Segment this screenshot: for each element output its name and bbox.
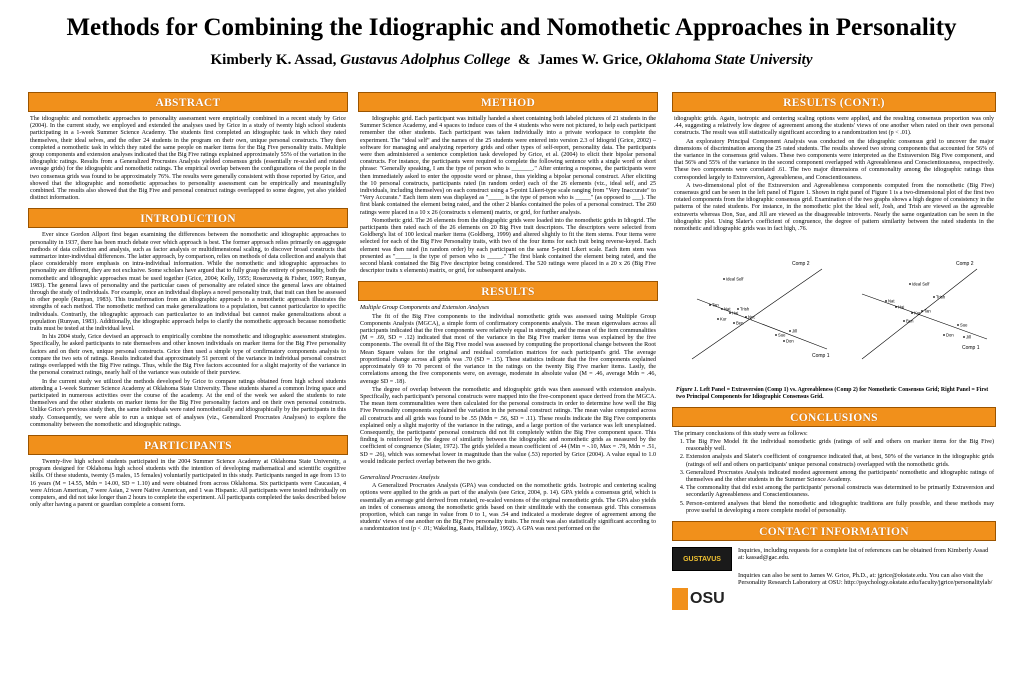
- right-point-label: Kur: [914, 310, 921, 316]
- left-point-label: Ben: [736, 320, 744, 326]
- column-left: [28, 92, 348, 515]
- left-comp2-label: Comp 2: [792, 261, 810, 268]
- list-item: 3. Generalized Procrustes Analysis indicated modest agreement among the participants' nomothetic and idiographic ratings of themselves and the other students in the Summer Science Academy.: [686, 470, 994, 484]
- results-cont-header: RESULTS (CONT.): [672, 92, 996, 112]
- right-point: [933, 296, 935, 298]
- institution-1: Gustavus Adolphus College: [340, 52, 511, 68]
- intro-paragraph: In his 2004 study, Grice devised an approach to empirically combine the nomothetic and idiographic assessment strategies. Specifically, he asked participants to rate themselves and other known individuals on marker items for the Big Five personality factors and on their own, unique personal constructs. Grice then used a simple type of confirmatory components analysis to compare the two sets of ratings. Results indicated that approximately 51 percent of the variance in individual personal construct ratings overlapped with the Big Five ratings. Thus, while the Big Five factors accounted for a slight majority of the variance in the personal construct ratings, nearly half of the variance was outside of their purview.: [30, 334, 346, 377]
- right-point: [957, 324, 959, 326]
- left-point: [733, 322, 735, 324]
- contact-header: CONTACT INFORMATION: [672, 521, 996, 541]
- left-point-label: Don: [786, 338, 794, 344]
- contact-paragraph: Inquiries, including requests for a complete list of references can be obtained from Kimberly Assad at: kassad@gac.edu.: [738, 547, 989, 562]
- left-point: [721, 308, 723, 310]
- left-point-label: Trish: [740, 306, 750, 312]
- logos: [672, 547, 732, 613]
- intro-paragraph: Ever since Gordon Allport first began examining the differences between the nomothetic and idiographic approaches to personality in 1937, there has been much debate over which approach is best. The former approach relies primarily on aggregate methods of data collection and analysis, such as factor analysis or multidimensional scaling, to discover broad constructs that summarize inter-individual differences. The latter approach, by comparison, relies on methods of data collection and analysis that place considerably more emphasis on intra-individual information. While the nomothetic and idiographic approaches to personality are different, they are not exclusive. Some scholars have argued that to fully grasp the entirety of personality, both the nomothetic and idiographic approaches must be used together (Grice, 2004; Kelly, 1955; Rosenzweig & Fisher, 1997; Runyan, 1983). The general laws of personality and the particular cases of personality are related since the general laws are obtained through the study of individuals. For example, once an individual displays a novel personality trait, that trait can then be assessed in other people (Runyan, 1983). This transformation from an idiographic approach to a nomothetic approach illustrates the strengths of each method. The nomothetic method can make generalizations to a population, but cannot particularize to specific individuals. Contrarily, the idiographic approach can particularize to an individual but cannot make generalizations about a population (Runyan, 1983). Additionally, the idiographic approach helps to clarify the nomothetic approach because nomothetic traits must be tested at the individual level.: [30, 232, 346, 333]
- contact-paragraph: Inquiries can also be sent to James W. Grice, Ph.D., at: jgrice@okstate.edu. You can also visit the Personality Research Laboratory at OSU: http://psychology.okstate.edu/faculty/jgrice/personalitylab/: [738, 571, 993, 587]
- left-point: [717, 318, 719, 320]
- list-item: 1. The Big Five Model fit the individual nomothetic grids (ratings of self and others on marker items for the Big Five) reasonably well.: [686, 439, 994, 453]
- right-point-label: Sue: [960, 322, 968, 328]
- method-header: METHOD: [358, 92, 658, 112]
- results-paragraph: A Generalized Procrustes Analysis (GPA) was conducted on the nomothetic grids. Isotropic and centering scaling options were applied to the grids as part of the analysis (see Grice, 2004, p. 14). GPA yields a consensus grid, which is essentially an average grid derived from rotated, re-scaled versions of the original nomothetic grids. The GPA also yields an index of consensus among the nomothetic grids based on their similitude with the consensus grid. This consensus proportion, which can range in value from 0 to 1, was .54 and indicated a moderate degree of agreement among the students' views of one another on the Big Five personality traits. The result was also statistically significant according to a randomization test (p < .01; Wakeling, Raats, Halliday, 1992). A GPA was next performed on the: [360, 483, 656, 533]
- right-point-label: Tan: [924, 308, 931, 314]
- results-header: RESULTS: [358, 281, 658, 301]
- left-point: [783, 340, 785, 342]
- author-separator: &: [517, 52, 531, 68]
- poster-authors: [0, 51, 1023, 69]
- results-cont-paragraph: A two-dimensional plot of the Extraversion and Agreeableness components computed from the nomothetic (Big Five) consensus grid can be seen in the left panel of Figure 1. Shown in right panel of Figure 1 is a two-dimensional plot of the first two rotated components from the idiographic consensus grid. Examination of the two graphs shows a high degree of consistency in the patterns of the rated students. For instance, in the nomothetic plot the Ideal self, Josh, and Trish are viewed as the agreeable extraverts whereas Don, Sue, and Jill are viewed as the disagreeable introverts. Nearly the same organization can be seen in the idiographic plot. Using Slater's coefficient of congruence, the degree of pattern similarity between the rated students in the nomothetic and idiographic grids was in fact high, .76.: [674, 182, 994, 233]
- author-1: Kimberly K. Assad,: [210, 52, 337, 68]
- right-point: [921, 310, 923, 312]
- abstract-body: [30, 116, 346, 202]
- column-middle: [358, 92, 658, 540]
- right-point: [943, 334, 945, 336]
- method-body: [360, 116, 656, 275]
- list-item: 2. Extension analysis and Slater's coefficient of congruence indicated that, at best, 50% of the variance in the idiographic grids (ratings of self and others on participants' unique personal constructs) overlapped with the nomothetic grids.: [686, 454, 994, 468]
- right-point-label: Don: [946, 332, 954, 338]
- participants-header: PARTICIPANTS: [28, 435, 348, 455]
- right-point-label: Ben: [906, 318, 914, 324]
- results-subheading: Generalized Procrustes Analysis: [360, 474, 440, 481]
- right-point: [895, 306, 897, 308]
- right-point: [911, 312, 913, 314]
- right-comp1-label: Comp 1: [962, 345, 980, 352]
- right-point: [909, 283, 911, 285]
- left-comp1-label: Comp 1: [812, 353, 830, 360]
- left-point: [723, 278, 725, 280]
- introduction-header: INTRODUCTION: [28, 208, 348, 228]
- right-point-label: Jill: [966, 334, 971, 340]
- contact-text: [738, 547, 996, 613]
- list-item: 5. Person-centered analyses that blend the nomothetic and idiographic traditions are fully possible, and these methods may prove useful in developing a more complete model of personality.: [686, 501, 994, 515]
- figure-1: [672, 239, 994, 385]
- figure-plots: [672, 239, 994, 385]
- left-point-label: Nyc: [748, 314, 756, 320]
- left-point-label: Sue: [778, 332, 786, 338]
- right-point: [885, 300, 887, 302]
- contact-block: [672, 547, 996, 613]
- conclusions-body: [674, 431, 994, 515]
- results-cont-body: [674, 116, 994, 233]
- abstract-header: ABSTRACT: [28, 92, 348, 112]
- introduction-body: [30, 232, 346, 428]
- conclusions-intro: The primary conclusions of this study were as follows:: [674, 430, 808, 437]
- method-paragraph: Idiographic grid. Each participant was initially handed a sheet containing both labeled pictures of 21 students in the Summer Science Academy, and 4 spaces to induce cues of the 4 students who were not pictured, to help each participant remember the other students. Each participant was taken individually into a private workspace to complete the experiment. The "ideal self" and the names of the 25 students were entered into version 2.3 of Idiogrid (Grice, 2002) – software for managing and analyzing repertory grids and other types of self-report, personality data. The participants were then administered a sentence completion task developed by Grice, et al. (2004) to elicit their bipolar personal constructs. For instance, the participants were required to complete the following sentence with a single word or short phrase: "Generally speaking, I am the type of person who is _______." After entering a response, the participants were then immediately asked to enter the opposite word or phrase, thus yielding a bipolar personal construct. After eliciting the 10 personal constructs, participants rated (in random order) each of the 26 elements (viz., ideal self, and 25 individuals, including themselves) on each construct using a 5-point Likert-type scale ranging from "Very Inaccurate" to "Very Accurate." Each item stem was displayed as "_____ is the type of person who is _____" (as opposed to ___). The first blank contained the element being rated, and the other 2 blanks contained the poles of a personal construct. The 260 ratings were placed in a 10 x 26 (constructs x element) matrix, or grid, for further analysis.: [360, 116, 656, 216]
- results-paragraph: The fit of the Big Five components to the individual nomothetic grids was assessed using Multiple Group Components Analysis (MGCA), a simple form of confirmatory components analysis. The mean eigenvalues across all participants indicated that the five components were relatively equal in strength, and the mean of the item communalities (M = .69, SD = .12) indicated that most of the variance in the Big Five marker items was explained by the five components. The overall fit of the Big Five model was assessed by computing the proportional change between the Root Mean Square values for the original and residual correlation matrices for each participant's grid. The average proportional change across all grids was .70 (SD = .15). These statistics indicate that the five components explained approximately 69 to 70 percent of the variance in the ratings on the twenty Big Five marker items. Lastly, the correlations among the five components were, on average, moderate in absolute value (M = .46, average Mdn = .46, average SD = .18).: [360, 313, 656, 385]
- results-paragraph: The degree of overlap between the nomothetic and idiographic grids was then assessed with extension analysis. Specifically, each participant's personal constructs were mapped into the five-component space derived from the MGCA. The mean item communalities were then calculated for the personal constructs in order to determine how well the Big Five Personality components explained the variation in the personal construct ratings. The mean value computed across all constructs and all grids was found to be .55 (Mdn = .56, SD = .11). These results indicate the Big Five components explained only a slight majority of the variance in the ratings, and a large portion of the variance was left unexplained. Consequently, the participants' personal constructs did not fit completely within the Big Five component space. This finding is reinforced by the degree of similarity between the idiographic and nomothetic grids as measured by the coefficient of congruence (Slater, 1972). The grids yielded a mean coefficient of .44 (Min = -.10, Max = .79, Mdn = .51, SD = .26), which was somewhat lower in magnitude than the value (.53) reported by Grice (2004). A value equal to 1.0 would indicate perfect overlap between the two grids.: [360, 386, 656, 465]
- figure-caption-text: Left Panel = Extraversion (Comp 1) vs. Agreeableness (Comp 2) for Nomothetic Consensus Grid; Right Panel = First two Principal Components for Idiographic Consensus Grid.: [676, 387, 989, 401]
- right-point: [903, 320, 905, 322]
- figure-caption-label: Figure 1.: [676, 387, 699, 394]
- right-point-label: Trish: [936, 294, 946, 300]
- institution-2: Oklahoma State University: [645, 52, 813, 68]
- method-paragraph: Nomothetic grid. The 26 elements from the idiographic grids were loaded into the nomothetic grids in Idiogrid. The participants then rated each of the 26 elements on 20 Big Five trait descriptors. The descriptors were selected from Goldberg's list of 100 lexical marker items (Goldberg, 1999) and altered slightly to fit the item stems. Four items were selected for each of the Big Five Personality traits, with two of the four items for each trait being reverse-keyed. Each element was then rated (in random order) by each participant on the same 5-point Likert scale. Each item stem was presented as "_____ is the type of person who is _____." The first blank contained the element being rated, and the second blank contained the Big Five descriptor being considered. The 520 ratings were placed in a 20 x 26 (Big Five descriptor traits x elements) matrix, or grid, for subsequent analysis.: [360, 217, 656, 275]
- figure-caption: [676, 387, 996, 401]
- list-item: 4. The commonality that did exist among the participants' personal constructs was determined to be primarily Extraversion and secondarily Agreeableness and Conscientiousness.: [686, 485, 994, 499]
- abstract-text: The idiographic and nomothetic approaches to personality assessment were empirically combined in a recent study by Grice (2004). In the current study, we employed and extended the analyses used by Grice in a study of twenty high school students participating in a 1-week Summer Science Academy. The students first completed an idiographic task in which they rated themselves, their ideal selves, and the other 24 students in the program on their own, unique personal constructs. They then completed a nomothetic task in which they rated the same people on marker items for the Big Five personality traits. Multiple group components and extension analyses indicated that the Big Five ratings explained approximately 55% of the variation in the idiographic ratings. Results from a Generalized Procrustes Analysis yielded consensus grids (essentially re-scaled and rotated average grids) for the idiographic and nomothetic ratings. The empirical overlap between the configurations of the people in the two consensus grids was found to be approximately 76%. The results were generally consistent with those reported by Grice, and showed that the idiographic and nomothetic approaches to personality assessment can be empirically and meaningfully combined. The results also showed that the Big Five and personal construct ratings overlapped to some degree, yet also yielded distinct information.: [30, 116, 346, 202]
- gustavus-logo: GUSTAVUS: [672, 547, 732, 571]
- left-point-label: Kur: [720, 316, 727, 322]
- results-subheading: Multiple Group Components and Extension Analyses: [360, 305, 490, 312]
- right-comp2-label: Comp 2: [956, 261, 974, 268]
- left-point: [709, 304, 711, 306]
- conclusions-list: [674, 439, 994, 515]
- osu-logo: [672, 585, 730, 613]
- osu-logo-text: OSU: [690, 590, 725, 608]
- participants-body: [30, 459, 346, 509]
- poster-title: Methods for Combining the Idiographic and Nomothetic Approaches in Personality: [66, 14, 957, 41]
- left-point-label: Tan: [712, 302, 719, 308]
- figure-background: [672, 239, 994, 385]
- left-point-label: Jill: [792, 328, 797, 334]
- left-point-label: Ideal Self: [726, 276, 744, 282]
- right-point-label: Hai: [898, 304, 905, 310]
- results-cont-paragraph: idiographic grids. Again, isotropic and centering scaling options were applied, and the resulting consensus proportion was only .44, suggesting a relatively low degree of agreement among the students' views of one another when rated on their own personal constructs. The result was still statistically significant according to a randomization test (p < .01).: [674, 116, 994, 137]
- author-2: James W. Grice,: [537, 52, 643, 68]
- left-point: [729, 312, 731, 314]
- results-body: [360, 305, 656, 533]
- left-point: [745, 316, 747, 318]
- participants-text: Twenty-five high school students participated in the 2004 Summer Science Academy at Oklahoma State University, a program designed for Oklahoma high school students with the intention of developing mathematical and scientific cognitive skills. Of these students, twenty (5 males, 15 females) voluntarily participated in this study. Participants ranged in age from 13 to 16 years (M = 14.55, Mdn = 14.00, SD = 1.10) and were obtained from across Oklahoma. Six participants were Caucasian, 4 were African American, 7 were Asian, 2 were Native American, and 1 was Hispanic. All participants were tested individually on computers, and did not take longer than 2 hours to complete the experiment. All participants completed the tasks described below only after having a parent or guardian complete a consent form.: [30, 458, 346, 509]
- right-point-label: Nat: [888, 298, 895, 304]
- results-cont-paragraph: An exploratory Principal Component Analysis was conducted on the idiographic consensus grid to uncover the major dimensions of discrimination among the 25 rated students. The results showed two strong components that accounted for 56% of the variance in the consensus grid values. These two components were interpreted as the Extraversion Big Five component, and that 56% and 55% of the variance in the second component overlapped with Agreeableness and Conscientiousness, respectively. These two components were correlated .61. The two major dimensions of commonality among the idiographic ratings thus corresponded largely to Extraversion, Agreeableness, and Conscientiousness.: [674, 138, 994, 181]
- left-point: [789, 330, 791, 332]
- right-point-label: Ideal Self: [912, 281, 930, 287]
- left-point-label: Nat: [724, 306, 731, 312]
- left-point: [737, 308, 739, 310]
- right-point: [963, 336, 965, 338]
- osu-mark-icon: [672, 588, 688, 610]
- conclusions-header: CONCLUSIONS: [672, 407, 996, 427]
- column-right: [672, 92, 996, 613]
- left-point-label: Hai: [732, 310, 739, 316]
- left-point: [775, 334, 777, 336]
- intro-paragraph: In the current study we utilized the methods developed by Grice to compare ratings obtained from high school students attending a 1-week Summer Science Academy at Oklahoma State University. These students shared a common living space and participated in numerous activities over the course of the academy. At the end of the week we asked the students to rate themselves and the other students on marker items for the Big Five personality factors and on their own personal constructs. Unlike Grice's previous study then, the same individuals were rated nomothetically and idiographically by the participants in this study. Consequently, we were able to run a unique set of analyses (viz., Generalized Procrustes Analyses) to explore the commonality between the nomothetic and idiographic ratings.: [30, 378, 346, 428]
